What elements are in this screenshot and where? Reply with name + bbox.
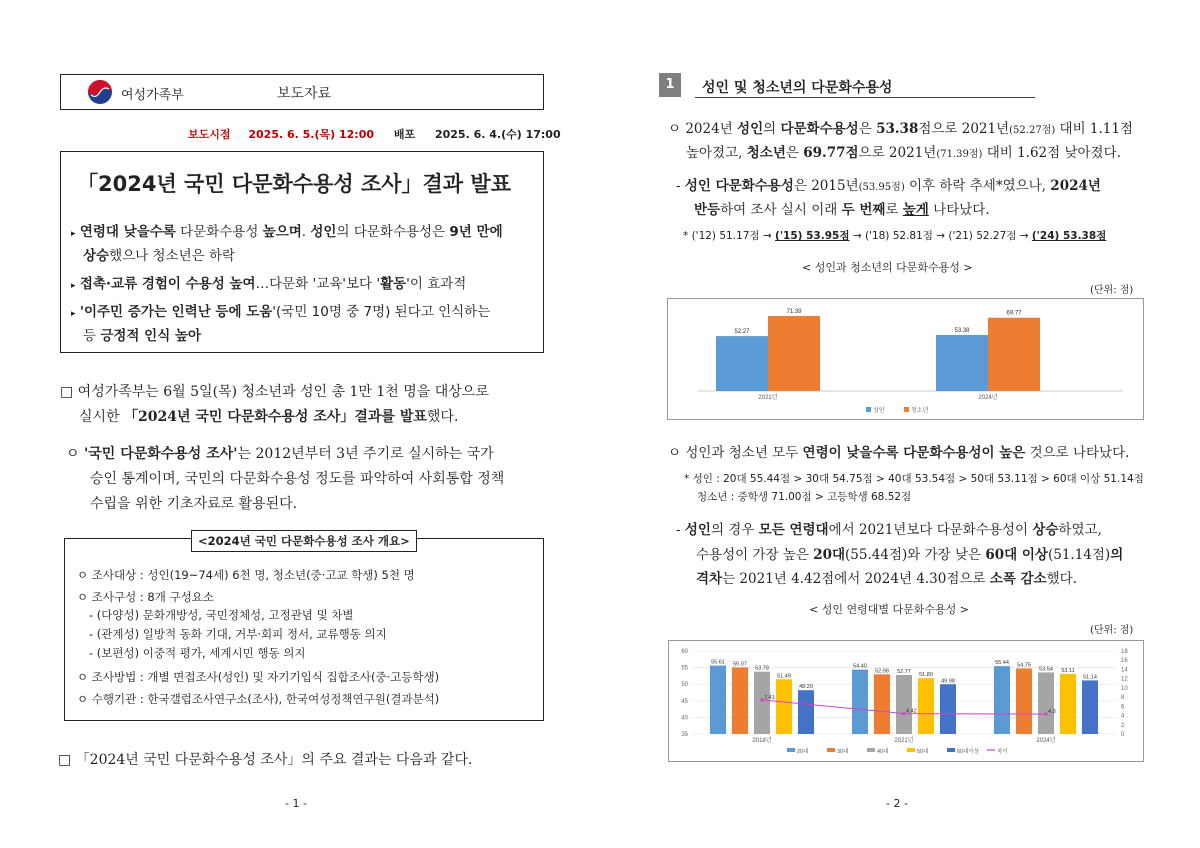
y2-tick-label: 8: [1121, 695, 1125, 702]
difference-label: 4.42: [906, 708, 917, 715]
bar: [732, 667, 748, 734]
legend-label: 50대: [917, 749, 929, 755]
difference-label: 7.41: [764, 694, 775, 701]
overview-agency: ㅇ 수행기관 : 한국갤럽조사연구소(조사), 한국여성정책연구원(결과분석): [77, 692, 440, 706]
section-number: 1: [659, 73, 681, 97]
bar: [716, 336, 768, 391]
y-tick-label: 55: [681, 665, 688, 672]
data-label: 55.07: [733, 661, 747, 668]
x-tick-label: 2021년: [894, 738, 914, 744]
overview-target: ㅇ 조사대상 : 성인(19~74세) 6천 명, 청소년(중·고교 학생) 5천 명: [77, 568, 415, 582]
chart1-caption: < 성인과 청소년의 다문화수용성 >: [802, 261, 973, 274]
data-label: 53.11: [1061, 667, 1075, 674]
definition-line2: 승인 통계이며, 국민의 다문화수용성 정도를 파악하여 사회통합 정책: [90, 471, 505, 487]
overview-box: [64, 534, 544, 721]
release-date: 2025. 6. 5.(목) 12:00: [248, 128, 375, 141]
definition-line3: 수립을 위한 기초자료로 활용된다.: [90, 496, 298, 512]
y2-tick-label: 16: [1121, 658, 1128, 665]
legend-label: 20대: [797, 749, 809, 755]
overview-composition: ㅇ 조사구성 : 8개 구성요소: [77, 590, 214, 604]
overview-comp-item: - (다양성) 문화개방성, 국민정체성, 고정관념 및 차별: [89, 608, 354, 622]
x-tick-label: 2024년: [1036, 738, 1056, 744]
y2-tick-label: 0: [1121, 732, 1125, 738]
data-label: 52.98: [875, 668, 889, 675]
bar: [1038, 672, 1054, 734]
y-tick-label: 50: [681, 682, 688, 689]
section-title-underline: [695, 97, 1035, 98]
bar: [1016, 668, 1032, 734]
data-label: 52.77: [897, 669, 911, 676]
data-label: 69.77: [1006, 310, 1022, 317]
bar: [754, 672, 770, 734]
data-label: 51.49: [777, 673, 791, 680]
overview-method: ㅇ 조사방법 : 개별 면접조사(성인) 및 자기기입식 집합조사(중·고등학생): [77, 670, 440, 684]
section-title: 성인 및 청소년의 다문화수용성: [702, 80, 893, 96]
bar: [768, 316, 820, 391]
page-number-2: - 2 -: [886, 797, 908, 810]
legend-swatch: [904, 407, 909, 412]
y2-tick-label: 2: [1121, 722, 1125, 729]
data-label: 53.38: [954, 327, 970, 334]
data-label: 51.14: [1083, 674, 1097, 681]
legend-label: 성인: [873, 408, 885, 414]
result-para4-line2: 수용성이 가장 높은 20대(55.44점)와 가장 낮은 60대 이상(51.14점)의: [696, 547, 1124, 563]
data-label: 55.61: [711, 659, 725, 666]
bar: [940, 684, 956, 734]
data-label: 53.54: [1039, 666, 1053, 673]
x-tick-label: 2021년: [758, 395, 778, 401]
result-para1-line2: 높아졌고, 청소년은 69.77점으로 2021년(71.39점) 대비 1.62점 낮아졌다.: [686, 145, 1121, 161]
dist-date: 2025. 6. 4.(수) 17:00: [434, 128, 561, 141]
release-info: [188, 126, 561, 142]
title-box: [60, 151, 544, 353]
data-label: 53.78: [755, 665, 769, 672]
highlight-3: ▸ '이주민 증가는 인력난 등에 도움'(국민 10명 중 7명) 된다고 인식하는: [71, 304, 491, 320]
government-logo-icon: [87, 79, 113, 105]
data-label: 49.98: [941, 678, 955, 685]
legend-label: 60대이상: [957, 749, 980, 755]
y-tick-label: 60: [681, 649, 688, 655]
highlight-1-cont: 상승했으나 청소년은 하락: [83, 248, 236, 264]
y2-tick-label: 12: [1121, 676, 1128, 683]
ministry-name: 여성가족부: [121, 88, 184, 103]
intro-paragraph-line2: 실시한 「2024년 국민 다문화수용성 조사」결과를 발표했다.: [79, 409, 459, 425]
result-para4-line1: - 성인의 경우 모든 연령대에서 2021년보다 다문화수용성이 상승하였고,: [676, 522, 1102, 538]
result-para2-line1: - 성인 다문화수용성은 2015년(53.95점) 이후 하락 추세*였으나, 2024년: [676, 178, 1101, 194]
legend-swatch: [827, 748, 835, 752]
intro-paragraph-line1: □ 여성가족부는 6월 5일(목) 청소년과 성인 총 1만 1천 명을 대상으로: [60, 384, 489, 400]
overview-comp-item: - (관계성) 일방적 동화 기대, 거부·회피 정서, 교류행동 의지: [89, 627, 387, 641]
chart-age-groups: [668, 640, 1144, 762]
chart2-caption: < 성인 연령대별 다문화수용성 >: [809, 603, 969, 616]
y-tick-label: 35: [681, 732, 688, 738]
result-para4-line3: 격차는 2021년 4.42점에서 2024년 4.30점으로 소폭 감소했다.: [696, 571, 1077, 587]
bar: [896, 675, 912, 734]
release-label: 보도시점: [188, 128, 231, 141]
difference-label: 4.3: [1048, 709, 1056, 716]
bar: [918, 678, 934, 734]
bar: [710, 666, 726, 734]
y2-tick-label: 6: [1121, 704, 1125, 711]
overview-title: <2024년 국민 다문화수용성 조사 개요>: [191, 530, 417, 552]
bar: [874, 674, 890, 734]
highlight-3-cont: 등 긍정적 인식 높아: [83, 328, 202, 344]
trend-note: * ('12) 51.17점 → ('15) 53.95점 → ('18) 52.81점 → ('21) 52.27점 → ('24) 53.38점: [683, 230, 1107, 242]
legend-swatch: [866, 407, 871, 412]
data-label: 71.39: [786, 309, 802, 316]
y-tick-label: 45: [681, 698, 688, 705]
legend-label: 청소년: [911, 408, 929, 414]
bar: [798, 690, 814, 734]
bar: [936, 335, 988, 391]
y-tick-label: 40: [681, 715, 688, 722]
note-youth: 청소년 : 중학생 71.00점 > 고등학생 68.52점: [697, 491, 912, 503]
doc-type: 보도자료: [277, 86, 332, 102]
bar: [1082, 680, 1098, 734]
chart2-unit: (단위: 점): [1090, 625, 1134, 636]
data-label: 54.75: [1017, 662, 1031, 669]
legend-swatch: [907, 748, 915, 752]
legend-label: 30대: [837, 749, 849, 755]
bar: [994, 666, 1010, 734]
definition-line1: ㅇ '국민 다문화수용성 조사'는 2012년부터 3년 주기로 실시하는 국가: [66, 446, 494, 462]
bar: [852, 670, 868, 734]
note-adult: * 성인 : 20대 55.44점 > 30대 54.75점 > 40대 53.54점 > 50대 53.11점 > 60대 이상 51.14점: [684, 473, 1144, 485]
closing-line: □ 「2024년 국민 다문화수용성 조사」의 주요 결과는 다음과 같다.: [58, 752, 473, 768]
legend-swatch: [867, 748, 875, 752]
highlight-1: ▸ 연령대 낮을수록 다문화수용성 높으며. 성인의 다문화수용성은 9년 만에: [71, 224, 503, 240]
legend-swatch: [787, 748, 795, 752]
chart-adult-youth: [667, 298, 1144, 420]
result-para2-line2: 반등하여 조사 실시 이래 두 번째로 높게 나타났다.: [694, 202, 990, 218]
bar: [988, 318, 1040, 391]
data-label: 48.20: [799, 684, 813, 691]
legend-label: 차이: [997, 749, 1008, 755]
x-tick-label: 2024년: [978, 395, 998, 401]
overview-comp-item: - (보편성) 이중적 평가, 세계시민 행동 의지: [89, 646, 306, 660]
legend-swatch: [947, 748, 955, 752]
chart1-unit: (단위: 점): [1090, 285, 1134, 296]
page-title: 「2024년 국민 다문화수용성 조사」결과 발표: [77, 172, 511, 196]
highlight-2: ▸ 접촉·교류 경험이 수용성 높여…다문화 '교육'보다 '활동'이 효과적: [71, 276, 467, 292]
page-number-1: - 1 -: [285, 797, 307, 810]
data-label: 52.27: [734, 329, 750, 336]
data-label: 51.80: [919, 672, 933, 679]
y2-tick-label: 4: [1121, 713, 1125, 720]
bar: [776, 679, 792, 734]
bar: [1060, 674, 1076, 734]
header-box: [60, 74, 544, 110]
y2-tick-label: 10: [1121, 685, 1128, 692]
x-tick-label: 2018년: [752, 738, 772, 744]
data-label: 55.44: [995, 660, 1009, 667]
dist-label: 배포: [393, 128, 416, 141]
y2-tick-label: 18: [1121, 649, 1128, 655]
result-para3: ㅇ 성인과 청소년 모두 연령이 낮을수록 다문화수용성이 높은 것으로 나타났다.: [668, 445, 1130, 461]
legend-label: 40대: [877, 749, 889, 755]
y2-tick-label: 14: [1121, 667, 1128, 674]
result-para1-line1: ㅇ 2024년 성인의 다문화수용성은 53.38점으로 2021년(52.27점) 대비 1.11점: [668, 121, 1134, 137]
data-label: 54.40: [853, 663, 867, 670]
